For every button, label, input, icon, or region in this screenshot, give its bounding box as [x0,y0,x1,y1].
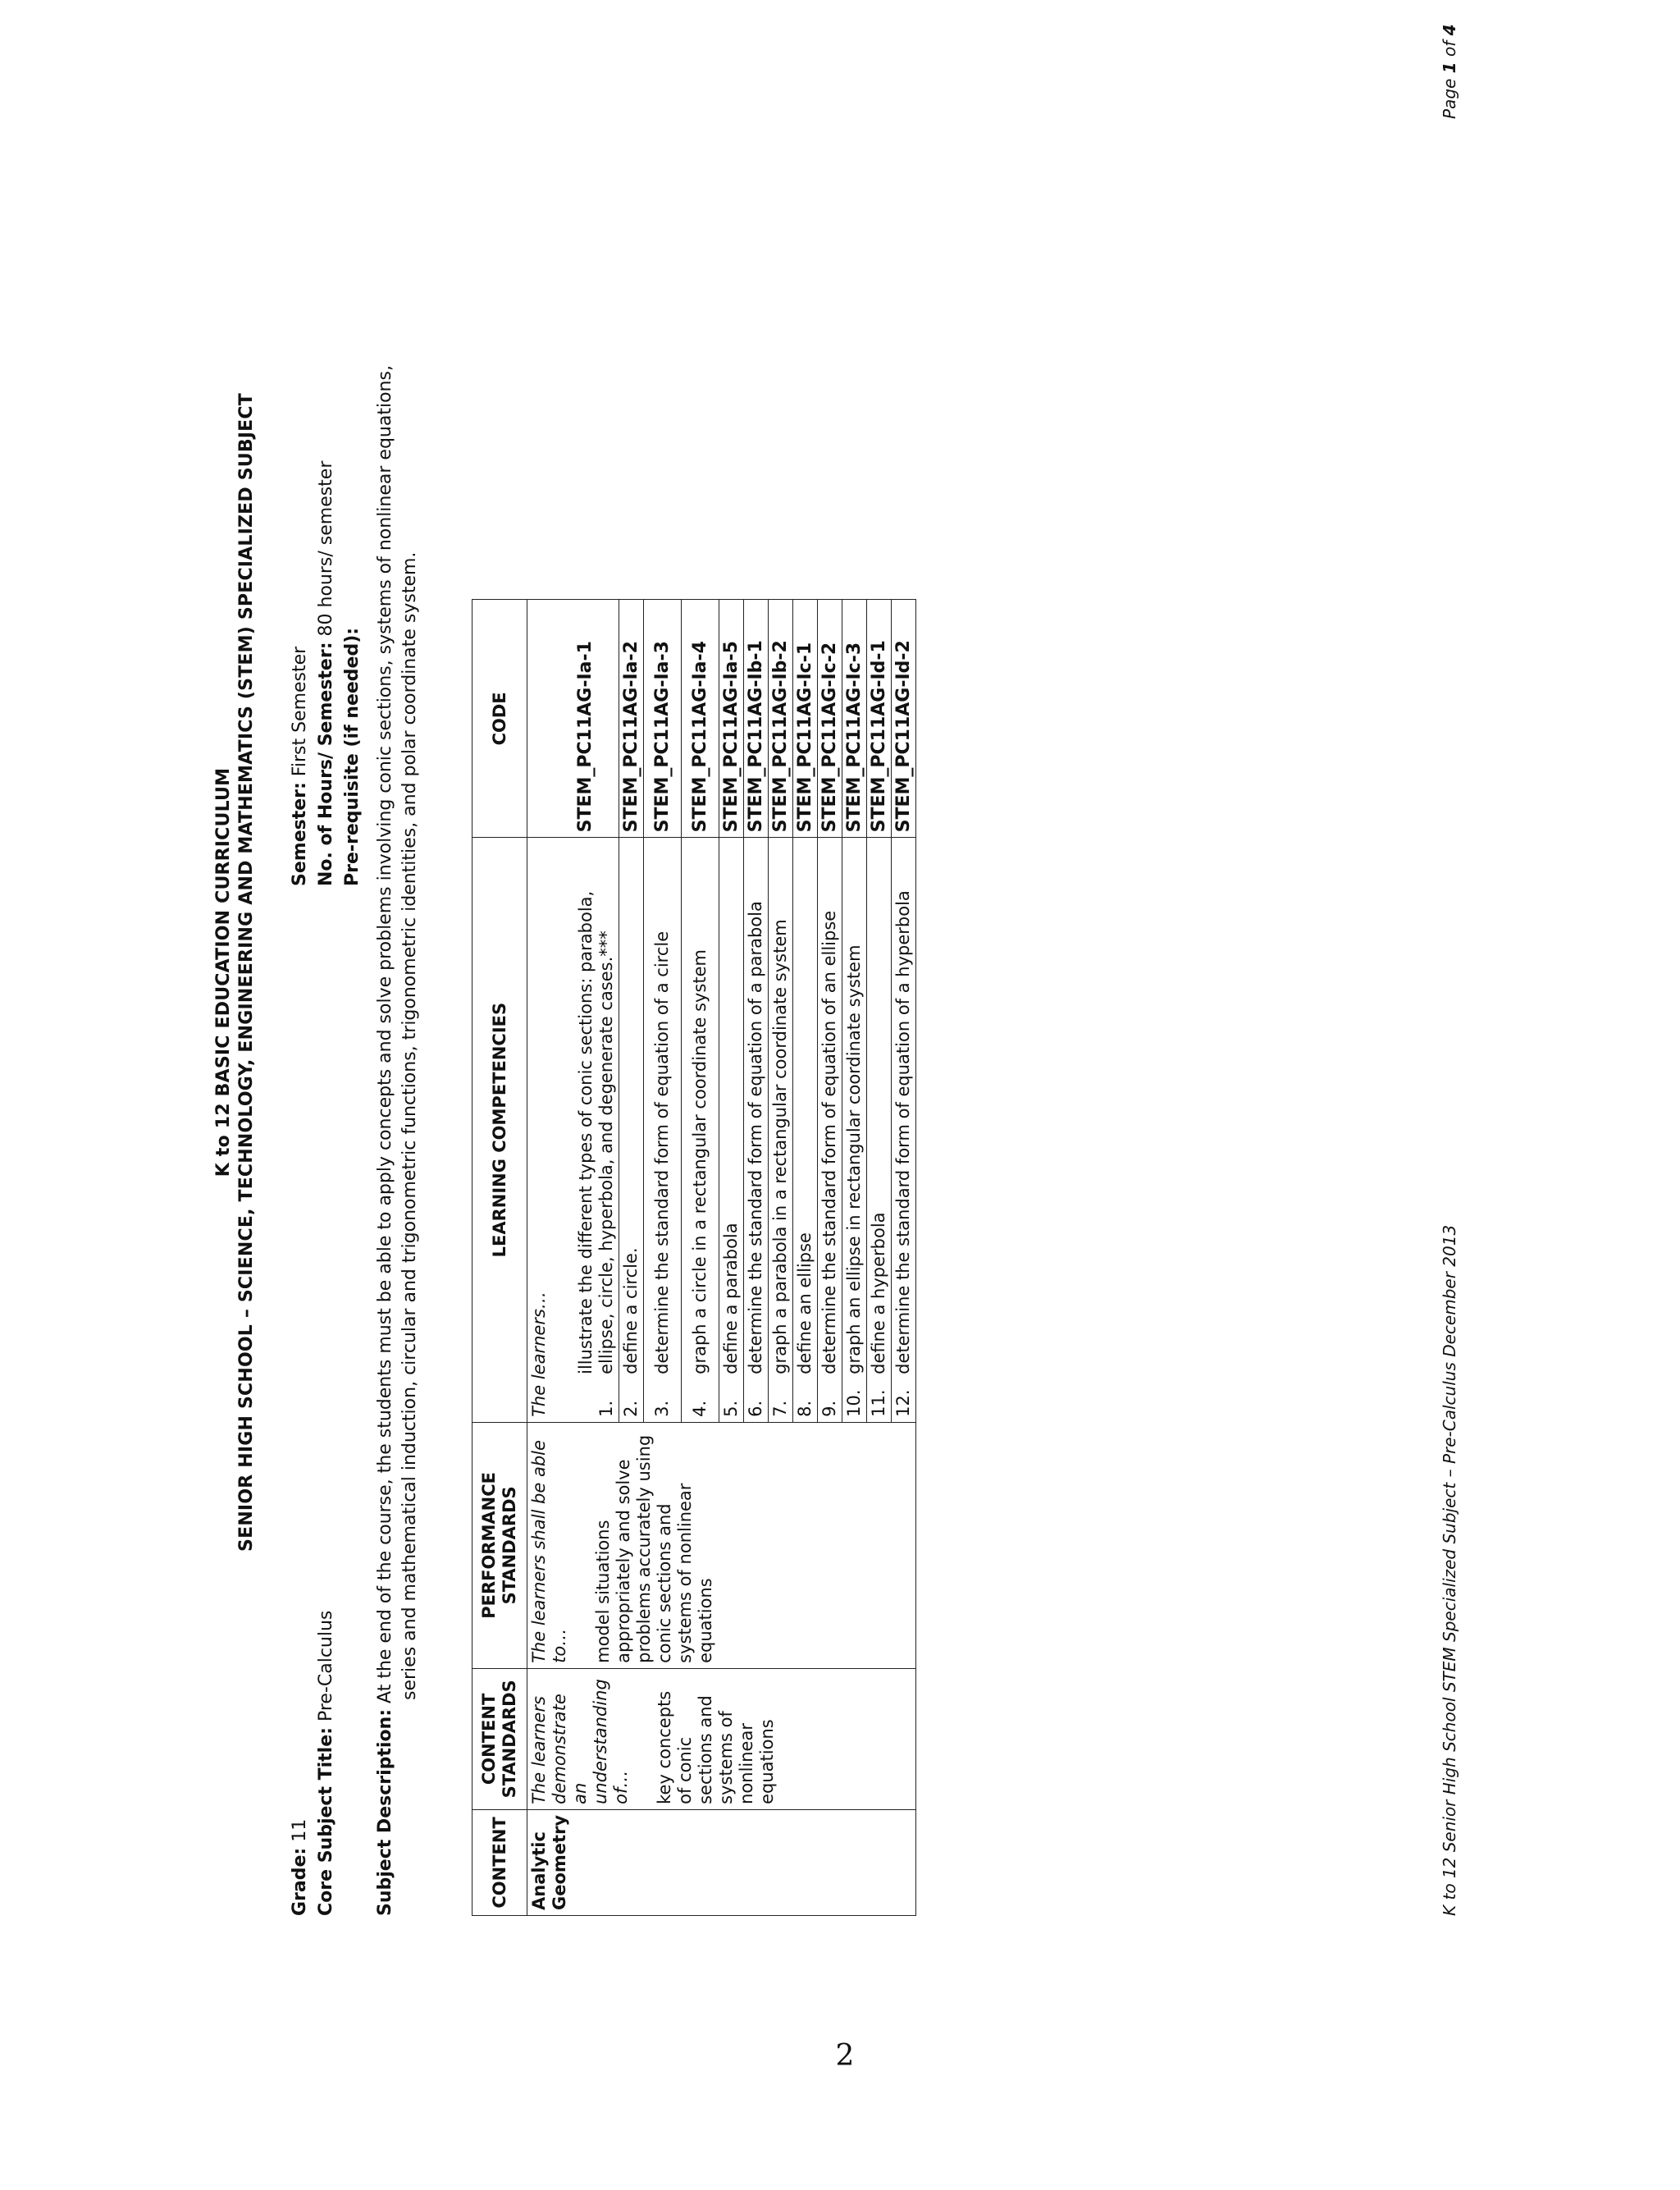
table-row [527,600,552,1916]
competency-text: graph a circle in a rectangular coordinate system [682,838,719,1379]
performance-standards-intro: The learners shall be able to… [529,1440,569,1663]
competency-code: STEM_PC11AG-Ia-3 [644,600,682,838]
core-subject-value: Pre-Calculus [316,1610,336,1722]
competency-code: STEM_PC11AG-Ib-2 [769,600,793,838]
subject-description-label: Subject Description: [375,1708,395,1916]
competency-text: define a parabola [719,838,744,1379]
content-standards-intro: The learners demonstrate an understanding of… [529,1679,631,1804]
content-standards-cell [527,1668,916,1809]
footer-of-word: of [1440,40,1459,57]
competency-code: STEM_PC11AG-Ia-1 [551,600,619,838]
competency-text: graph an ellipse in rectangular coordinate system [842,838,867,1379]
competency-number: 3. [644,1379,682,1423]
competency-code: STEM_PC11AG-Id-2 [892,600,916,838]
footer-page-total: 4 [1440,24,1459,36]
competency-text: determine the standard form of equation of a parabola [744,838,769,1379]
subject-description [373,45,422,1916]
competency-code: STEM_PC11AG-Id-1 [867,600,892,838]
competency-text: determine the standard form of equation of an ellipse [818,838,842,1379]
header-code: CODE [472,600,527,838]
curriculum-subtitle: SENIOR HIGH SCHOOL – SCIENCE, TECHNOLOGY, ENGINEERING AND MATHEMATICS (STEM) SPECIALIZED SUBJECT [236,393,257,1552]
header-performance-standards: PERFORMANCE STANDARDS [472,1422,527,1668]
header-learning-competencies: LEARNING COMPETENCIES [472,838,527,1423]
competency-code: STEM_PC11AG-Ia-4 [682,600,719,838]
rotated-curriculum-page [213,0,1608,1916]
prerequisite-label: Pre-requisite (if needed): [342,627,363,886]
competency-number: 11. [867,1379,892,1423]
footer-page-word: Page [1440,78,1459,119]
footer-page-number: 1 [1440,62,1459,74]
semester-label: Semester: [290,782,310,886]
grade-value: 11 [290,1818,310,1842]
competency-text: graph a parabola in a rectangular coordinate system [769,838,793,1379]
footer-document-title: K to 12 Senior High School STEM Specialized Subject – Pre-Calculus December 2013 [1440,1224,1459,1916]
competency-code: STEM_PC11AG-Ia-2 [619,600,644,838]
curriculum-title: K to 12 BASIC EDUCATION CURRICULUM [213,767,234,1177]
hours-label: No. of Hours/ Semester: [316,642,336,886]
header-content-standards: CONTENT STANDARDS [472,1668,527,1809]
subject-description-line1: At the end of the course, the students must be able to apply concepts and solve problems involving conic sections, systems of nonlinear equations, [375,365,395,1703]
competency-number: 8. [793,1379,818,1423]
competency-number: 10. [842,1379,867,1423]
competency-number: 7. [769,1379,793,1423]
footer-page-indicator [1440,24,1459,119]
competency-text: illustrate the different types of conic sections: parabola, ellipse, circle, hyperbola, and degenerate cases.*** [551,838,619,1379]
competency-number: 12. [892,1379,916,1423]
curriculum-table [472,599,916,1916]
competency-code: STEM_PC11AG-Ib-1 [744,600,769,838]
competency-code: STEM_PC11AG-Ic-2 [818,600,842,838]
code-intro-cell [527,600,552,838]
table-header-row [472,600,527,1916]
grade-info [287,1611,340,1916]
semester-value: First Semester [290,646,310,777]
content-standards-text: key concepts of conic sections and systems of nonlinear equations [655,1690,777,1804]
page-number: 2 [835,2039,855,2073]
competency-number: 9. [818,1379,842,1423]
competency-text: determine the standard form of equation of a circle [644,838,682,1379]
competency-text: define an ellipse [793,838,818,1379]
competency-text: determine the standard form of equation of a hyperbola [892,838,916,1379]
competency-text: define a circle. [619,838,644,1379]
competency-code: STEM_PC11AG-Ic-1 [793,600,818,838]
competency-number: 1. [551,1379,619,1423]
content-cell: Analytic Geometry [527,1809,916,1915]
competency-number: 2. [619,1379,644,1423]
competency-code: STEM_PC11AG-Ia-5 [719,600,744,838]
competency-text: define a hyperbola [867,838,892,1379]
competency-number: 6. [744,1379,769,1423]
competency-number: 5. [719,1379,744,1423]
header-content: CONTENT [472,1809,527,1915]
competency-number: 4. [682,1379,719,1423]
semester-info [287,461,366,886]
competency-code: STEM_PC11AG-Ic-3 [842,600,867,838]
core-subject-label: Core Subject Title: [316,1727,336,1916]
grade-label: Grade: [290,1847,310,1916]
subject-description-line2: series and mathematical induction, circular and trigonometric functions, trigonometric identities, and polar coordinate system. [399,551,420,1700]
competencies-intro: The learners… [527,838,552,1423]
performance-standards-cell [527,1422,916,1668]
hours-value: 80 hours/ semester [316,460,336,637]
performance-standards-text: model situations appropriately and solve problems accurately using conic sections and systems of nonlinear equations [593,1434,715,1663]
